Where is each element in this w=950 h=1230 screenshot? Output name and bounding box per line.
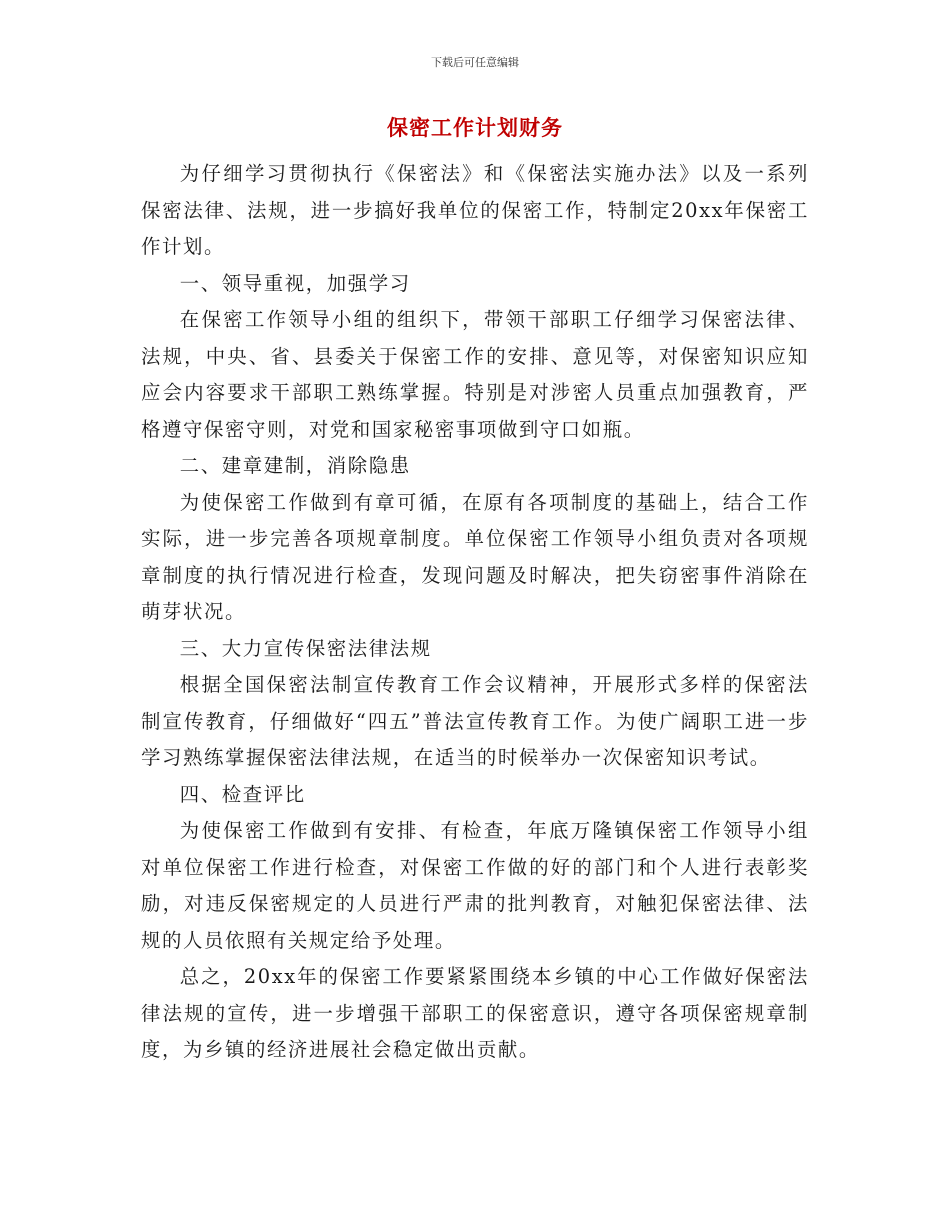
intro-paragraph: 为仔细学习贯彻执行《保密法》和《保密法实施办法》以及一系列保密法律、法规，进一步搞好我单位的保密工作，特制定20xx年保密工作计划。 — [141, 162, 809, 258]
document-body — [141, 156, 809, 1069]
conclusion-paragraph: 总之，20xx年的保密工作要紧紧围绕本乡镇的中心工作做好保密法律法规的宣传，进一步增强干部职工的保密意识，遵守各项保密规章制度，为乡镇的经济进展社会稳定做出贡献。 — [141, 965, 809, 1061]
section-body-1: 在保密工作领导小组的组织下，带领干部职工仔细学习保密法律、法规，中央、省、县委关于保密工作的安排、意见等，对保密知识应知应会内容要求干部职工熟练掌握。特别是对涉密人员重点加强教育，严格遵守保密守则，对党和国家秘密事项做到守口如瓶。 — [141, 308, 809, 441]
section-body-2: 为使保密工作做到有章可循，在原有各项制度的基础上，结合工作实际，进一步完善各项规章制度。单位保密工作领导小组负责对各项规章制度的执行情况进行检查，发现问题及时解决，把失窃密事件消除在萌芽状况。 — [141, 490, 809, 623]
section-heading-4: 四、检查评比 — [179, 782, 306, 806]
section-heading-2: 二、建章建制，消除隐患 — [179, 454, 411, 477]
header-note: 下载后可任意编辑 — [431, 56, 519, 69]
section-body-4: 为使保密工作做到有安排、有检查，年底万隆镇保密工作领导小组对单位保密工作进行检查，对保密工作做的好的部门和个人进行表彰奖励，对违反保密规定的人员进行严肃的批判教育，对触犯保密法律、法规的人员依照有关规定给予处理。 — [141, 819, 809, 952]
section-heading-3: 三、大力宣传保密法律法规 — [179, 636, 432, 660]
document-title: 保密工作计划财务 — [387, 116, 563, 140]
section-body-3: 根据全国保密法制宣传教育工作会议精神，开展形式多样的保密法制宣传教育，仔细做好“四五”普法宣传教育工作。为使广阔职工进一步学习熟练掌握保密法律法规，在适当的时候举办一次保密知识考试。 — [141, 673, 809, 769]
section-heading-1: 一、领导重视，加强学习 — [179, 271, 411, 295]
